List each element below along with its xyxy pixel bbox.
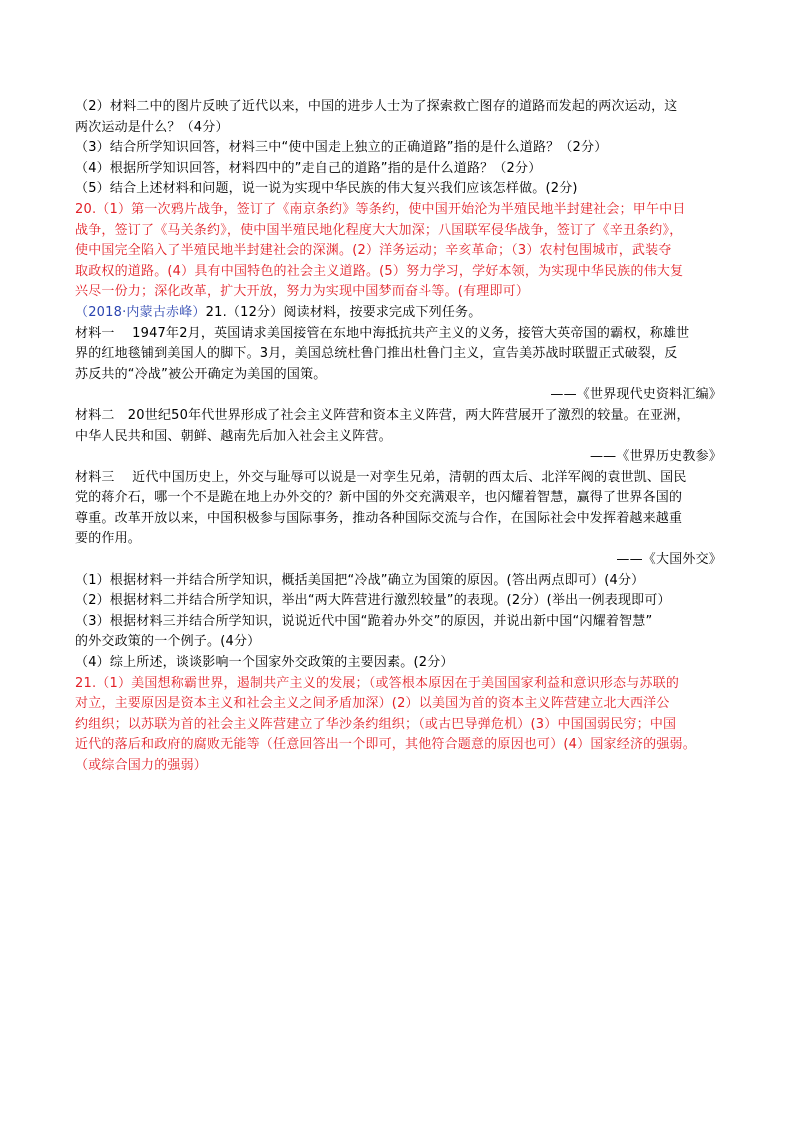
question-line: （1）根据材料一并结合所学知识，概括美国把“冷战”确立为国策的原因。(答出两点即可）(4分） (75, 572, 645, 588)
answer-line: （或综合国力的强弱） (75, 758, 208, 773)
q20-answer (75, 200, 722, 303)
material-line: 界的红地毯铺到美国人的脚下。3月，美国总统杜鲁门推出杜鲁门主义，宣告美苏战时联盟正式破裂，反 (75, 346, 678, 362)
answer-line: 20.（1）第一次鸦片战争，签订了《南京条约》等条约，使中国开始沦为半殖民地半封建社会；甲午中日 (75, 201, 686, 217)
material-1 (75, 324, 722, 406)
question-line: （2）根据材料二并结合所学知识，举出“两大阵营进行激烈较量”的表现。(2分）(举出一例表现即可） (75, 593, 671, 609)
material-line: 要的作用。 (75, 531, 142, 547)
answer-line: 约组织；以苏联为首的社会主义阵营建立了华沙条约组织；（或古巴导弹危机）(3）中国国弱民穷；中国 (75, 716, 677, 732)
material-line: 材料二 20世纪50年代世界形成了社会主义阵营和资本主义阵营，两大阵营展开了激烈的较量。在亚洲， (75, 407, 690, 423)
document-page (75, 97, 722, 777)
material-line: 苏反共的“冷战”被公开确定为美国的国策。 (75, 366, 327, 382)
answer-line: 对立，主要原因是资本主义和社会主义之间矛盾加深）(2）以美国为首的资本主义阵营建立北大西洋公 (75, 696, 670, 712)
material-line: 中华人民共和国、朝鲜、越南先后加入社会主义阵营。 (75, 428, 392, 444)
q21-questions (75, 571, 722, 674)
question-line: （2）材料二中的图片反映了近代以来，中国的进步人士为了探索救亡图存的道路而发起的两次运动，这 (75, 99, 678, 114)
answer-line: 取政权的道路。(4）具有中国特色的社会主义道路。(5）努力学习，学好本领，为实现中华民族的伟大复 (75, 263, 684, 279)
material-source: ——《大国外交》 (616, 552, 722, 568)
answer-line: 21.（1）美国想称霸世界，遏制共产主义的发展；（或答根本原因在于美国国家利益和意识形态与苏联的 (75, 675, 680, 691)
material-line: 尊重。改革开放以来，中国积极参与国际事务，推动各种国际交流与合作，在国际社会中发挥着越来越重 (75, 510, 683, 526)
q21-header (75, 303, 722, 324)
material-source: ——《世界历史教参》 (589, 449, 722, 465)
question-line: 的外交政策的一个例子。(4分） (75, 634, 261, 650)
question-line: （3）结合所学知识回答，材料三中“使中国走上独立的正确道路”指的是什么道路？（2分） (75, 140, 608, 156)
material-3 (75, 468, 722, 571)
question-source-tag: （2018·内蒙古赤峰） (75, 304, 206, 320)
q20-questions (75, 97, 722, 200)
q21-answer (75, 674, 722, 777)
material-line: 材料三 近代中国历史上，外交与耻辱可以说是一对孪生兄弟，清朝的西太后、北洋军阀的袁世凯、国民 (75, 469, 687, 485)
material-line: 党的蒋介石，哪一个不是跪在地上办外交的？新中国的外交充满艰辛，也闪耀着智慧，赢得了世界各国的 (75, 490, 683, 506)
question-line: （4）综上所述，谈谈影响一个国家外交政策的主要因素。(2分） (75, 655, 454, 671)
q21-title: 21.（12分）阅读材料，按要求完成下列任务。 (205, 304, 482, 320)
material-line: 材料一 1947年2月，英国请求美国接管在东地中海抵抗共产主义的义务，接管大英帝国的霸权，称雄世 (75, 325, 690, 341)
material-source: ——《世界现代史资料汇编》 (550, 387, 722, 403)
answer-line: 近代的落后和政府的腐败无能等（任意回答出一个即可，其他符合题意的原因也可）(4）国家经济的强弱。 (75, 737, 696, 753)
answer-line: 战争，签订了《马关条约》，使中国半殖民地化程度大大加深；八国联军侵华战争，签订了《辛丑条约》， (75, 222, 683, 238)
question-line: （5）结合上述材料和问题，说一说为实现中华民族的伟大复兴我们应该怎样做。(2分) (75, 181, 578, 197)
answer-line: 使中国完全陷入了半殖民地半封建社会的深渊。(2）洋务运动；辛亥革命；（3）农村包围城市，武装夺 (75, 243, 672, 259)
question-line: 两次运动是什么？（4分） (75, 119, 229, 135)
question-line: （3）根据材料三并结合所学知识，说说近代中国“跪着办外交”的原因，并说出新中国“闪耀着智慧” (75, 613, 653, 629)
answer-line: 兴尽一份力；深化改革，扩大开放，努力为实现中国梦而奋斗等。(有理即可） (75, 284, 530, 300)
material-2 (75, 406, 722, 468)
question-line: （4）根据所学知识回答，材料四中的”走自己的道路”指的是什么道路？（2分） (75, 160, 542, 176)
